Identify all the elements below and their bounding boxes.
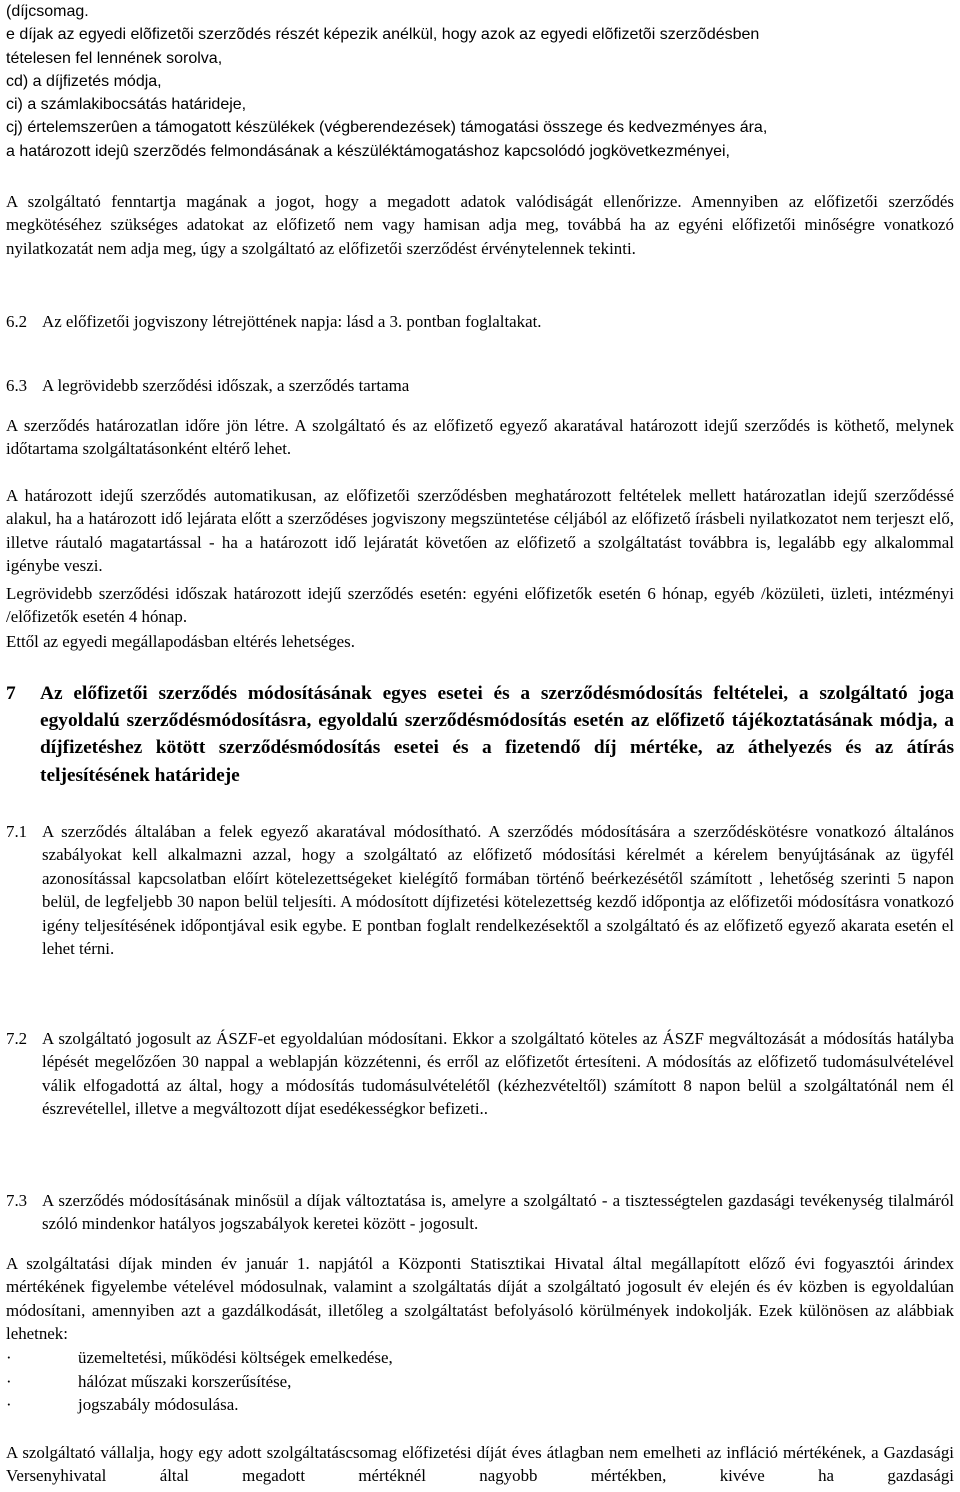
paragraph-indefinite-term: A szerződés határozatlan időre jön létre. A szolgáltató és az előfizető egyező akaratával határozott idejű szerződés is köthető, melynek időtartama szolgáltatásonként eltérő lehet. (6, 416, 954, 459)
section-7-1 (6, 820, 954, 990)
section-number: 7 (6, 683, 16, 704)
bullet-list (6, 1346, 954, 1418)
section-title: Az előfizetői szerződés módosításának egyes esetei és a szerződésmódosítás feltételei, a szolgáltató joga egyoldalú szerződésmódosításra, egyoldalú szerződésmódosítás esetén az előfizető tájékoztatásának módja, a díjfizetéshez kötött szerződésmódosítás esetei és a fizetendő díj mértéke, az áthelyezés és az átírás teljesítésének határideje (40, 683, 954, 786)
intro-line: cj) értelemszerûen a támogatott készülékek (végberendezések) támogatási összege és kedvezményes ára, (6, 119, 768, 137)
intro-line: ci) a számlakibocsátás határideje, (6, 96, 247, 114)
bullet-text: üzemeltetési, működési költségek emelkedése, (78, 1348, 393, 1367)
section-text: A szerződés általában a felek egyező akaratával módosítható. A szerződés módosítására a szerződéskötésre vonatkozó általános szabályokat kell alkalmazni azzal, hogy a szolgáltató az előfizető módosítási kérelmét a kérelem benyújtásának az ügyfél azonosítással kapcsolatban előírt kötelezettségeket kielégítő formában történő beérkezésétől számított , lehetőség szerinti 5 napon belül, de legfeljebb 30 napon belül teljesíti. A módosított díjfizetési kötelezettség kezdő időpontja az előfizetői módosításra vonatkozó igény teljesítésének időpontjával esik egybe. E pontban foglalt rendelkezésektől a szolgáltató és az előfizető egyező akarata esetén el lehet térni. (42, 822, 954, 959)
section-text: A szolgáltató jogosult az ÁSZF-et egyoldalúan módosítani. Ekkor a szolgáltató köteles az ÁSZF megváltozását a módosítás hatályba lépését megelőzően 30 nappal a weblapján közzétenni, és erről az előfizetőt értesíteni. A módosítás az előfizető tudomásulvételével válik elfogadottá az által, hogy a módosítás tudomásulvételétől (kézhezvételtől) számított 8 napon belül a szolgáltatónál nem él észrevétellel, illetve a megváltozott díjat esedékességkor befizeti.. (42, 1029, 954, 1119)
intro-line: cd) a díjfizetés módja, (6, 72, 162, 90)
paragraph-shortest-term: Legrövidebb szerződési időszak határozott idejű szerződés esetén: egyéni előfizetők esetén 6 hónap, egyéb /közületi, üzleti, intézményi /előfizetők esetén 4 hónap. (6, 584, 954, 627)
section-number: 6.3 (6, 376, 28, 395)
section-6-3-title (6, 374, 954, 398)
paragraph-deviation: Ettől az egyedi megállapodásban eltérés lehetséges. (6, 632, 355, 651)
bullet-text: hálózat műszaki korszerűsítése, (78, 1371, 292, 1391)
bullet-marker: · (6, 1348, 12, 1367)
section-title: A legrövidebb szerződési időszak, a szerződés tartama (42, 376, 410, 395)
bullet-text: jogszabály módosulása. (78, 1395, 239, 1414)
paragraph-automatic-conversion: A határozott idejű szerződés automatikusan, az előfizetői szerződésben meghatározott feltételek mellett határozatlan idejű szerződéssé alakul, ha a határozott idő lejárata előtt a szerződéses jogviszony megszüntetése céljából az előfizető írásbeli nyilatkozatot nem terjeszt elő, illetve ráutaló magatartással - ha a határozott idő lejáratát követően az előfizető a szolgáltatást továbbra is, legalább egy alkalommal igénybe veszi. (6, 486, 954, 576)
paragraph-fee-indexation: A szolgáltatási díjak minden év január 1. napjától a Központi Statisztikai Hivatal által megállapított előző évi fogyasztói árindex mértékének figyelembe vételével módosulnak, valamint a szolgáltatás díját a szolgáltató jogosult év elején és év közben is egyoldalúan módosítani, amennyiben azt a gazdálkodását, illetőleg a szolgáltatást befolyásoló körülmények indokolják. Ezek különösen az alábbiak lehetnek: (6, 1254, 954, 1344)
section-7-heading (6, 680, 954, 790)
section-number: 7.3 (6, 1191, 28, 1210)
bullet-marker: · (6, 1395, 12, 1414)
paragraph-data-verification: A szolgáltató fenntartja magának a jogot, hogy a megadott adatok valódiságát ellenőrizze. Amennyiben az előfizetői szerződés megkötéséhez szükséges adatokat az előfizető nem vagy hamisan adja meg, továbbá ha az egyéni előfizetői minőségre vonatkozó nyilatkozatát nem adja meg, úgy a szolgáltató az előfizetői szerződést érvénytelennek tekinti. (6, 192, 954, 258)
section-text: Az előfizetői jogviszony létrejöttének napja: lásd a 3. pontban foglaltakat. (42, 312, 542, 331)
intro-list (6, 0, 954, 163)
section-6-2 (6, 310, 954, 334)
section-number: 7.2 (6, 1029, 28, 1048)
intro-line: tételesen fel lennének sorolva, (6, 49, 223, 67)
section-text: A szerződés módosításának minősül a díjak változtatása is, amelyre a szolgáltató - a tisztességtelen gazdasági tevékenység tilalmáról szóló mindenkor hatályos jogszabályok keretei között - jogosult. (42, 1191, 954, 1234)
section-7-3 (6, 1189, 954, 1239)
paragraph-price-cap: A szolgáltató vállalja, hogy egy adott szolgáltatáscsomag előfizetési díját éves átlagban nem emelheti az infláció mértékének, a Gazdasági Versenyhivatal által megadott mértéknél nagyobb mértékben, kivéve ha gazdasági (6, 1443, 954, 1486)
intro-line: a határozott idejû szerzõdés felmondásának a készüléktámogatáshoz kapcsolódó jogkövetkezményei, (6, 142, 730, 160)
intro-line: e díjak az egyedi elõfizetõi szerzõdés részét képezik anélkül, hogy azok az egyedi elõfizetõi szerzõdésben (6, 26, 760, 44)
section-7-2 (6, 1027, 954, 1157)
section-number: 7.1 (6, 822, 28, 841)
intro-line: (díjcsomag. (6, 3, 89, 20)
section-number: 6.2 (6, 312, 28, 331)
bullet-marker: · (6, 1371, 12, 1391)
